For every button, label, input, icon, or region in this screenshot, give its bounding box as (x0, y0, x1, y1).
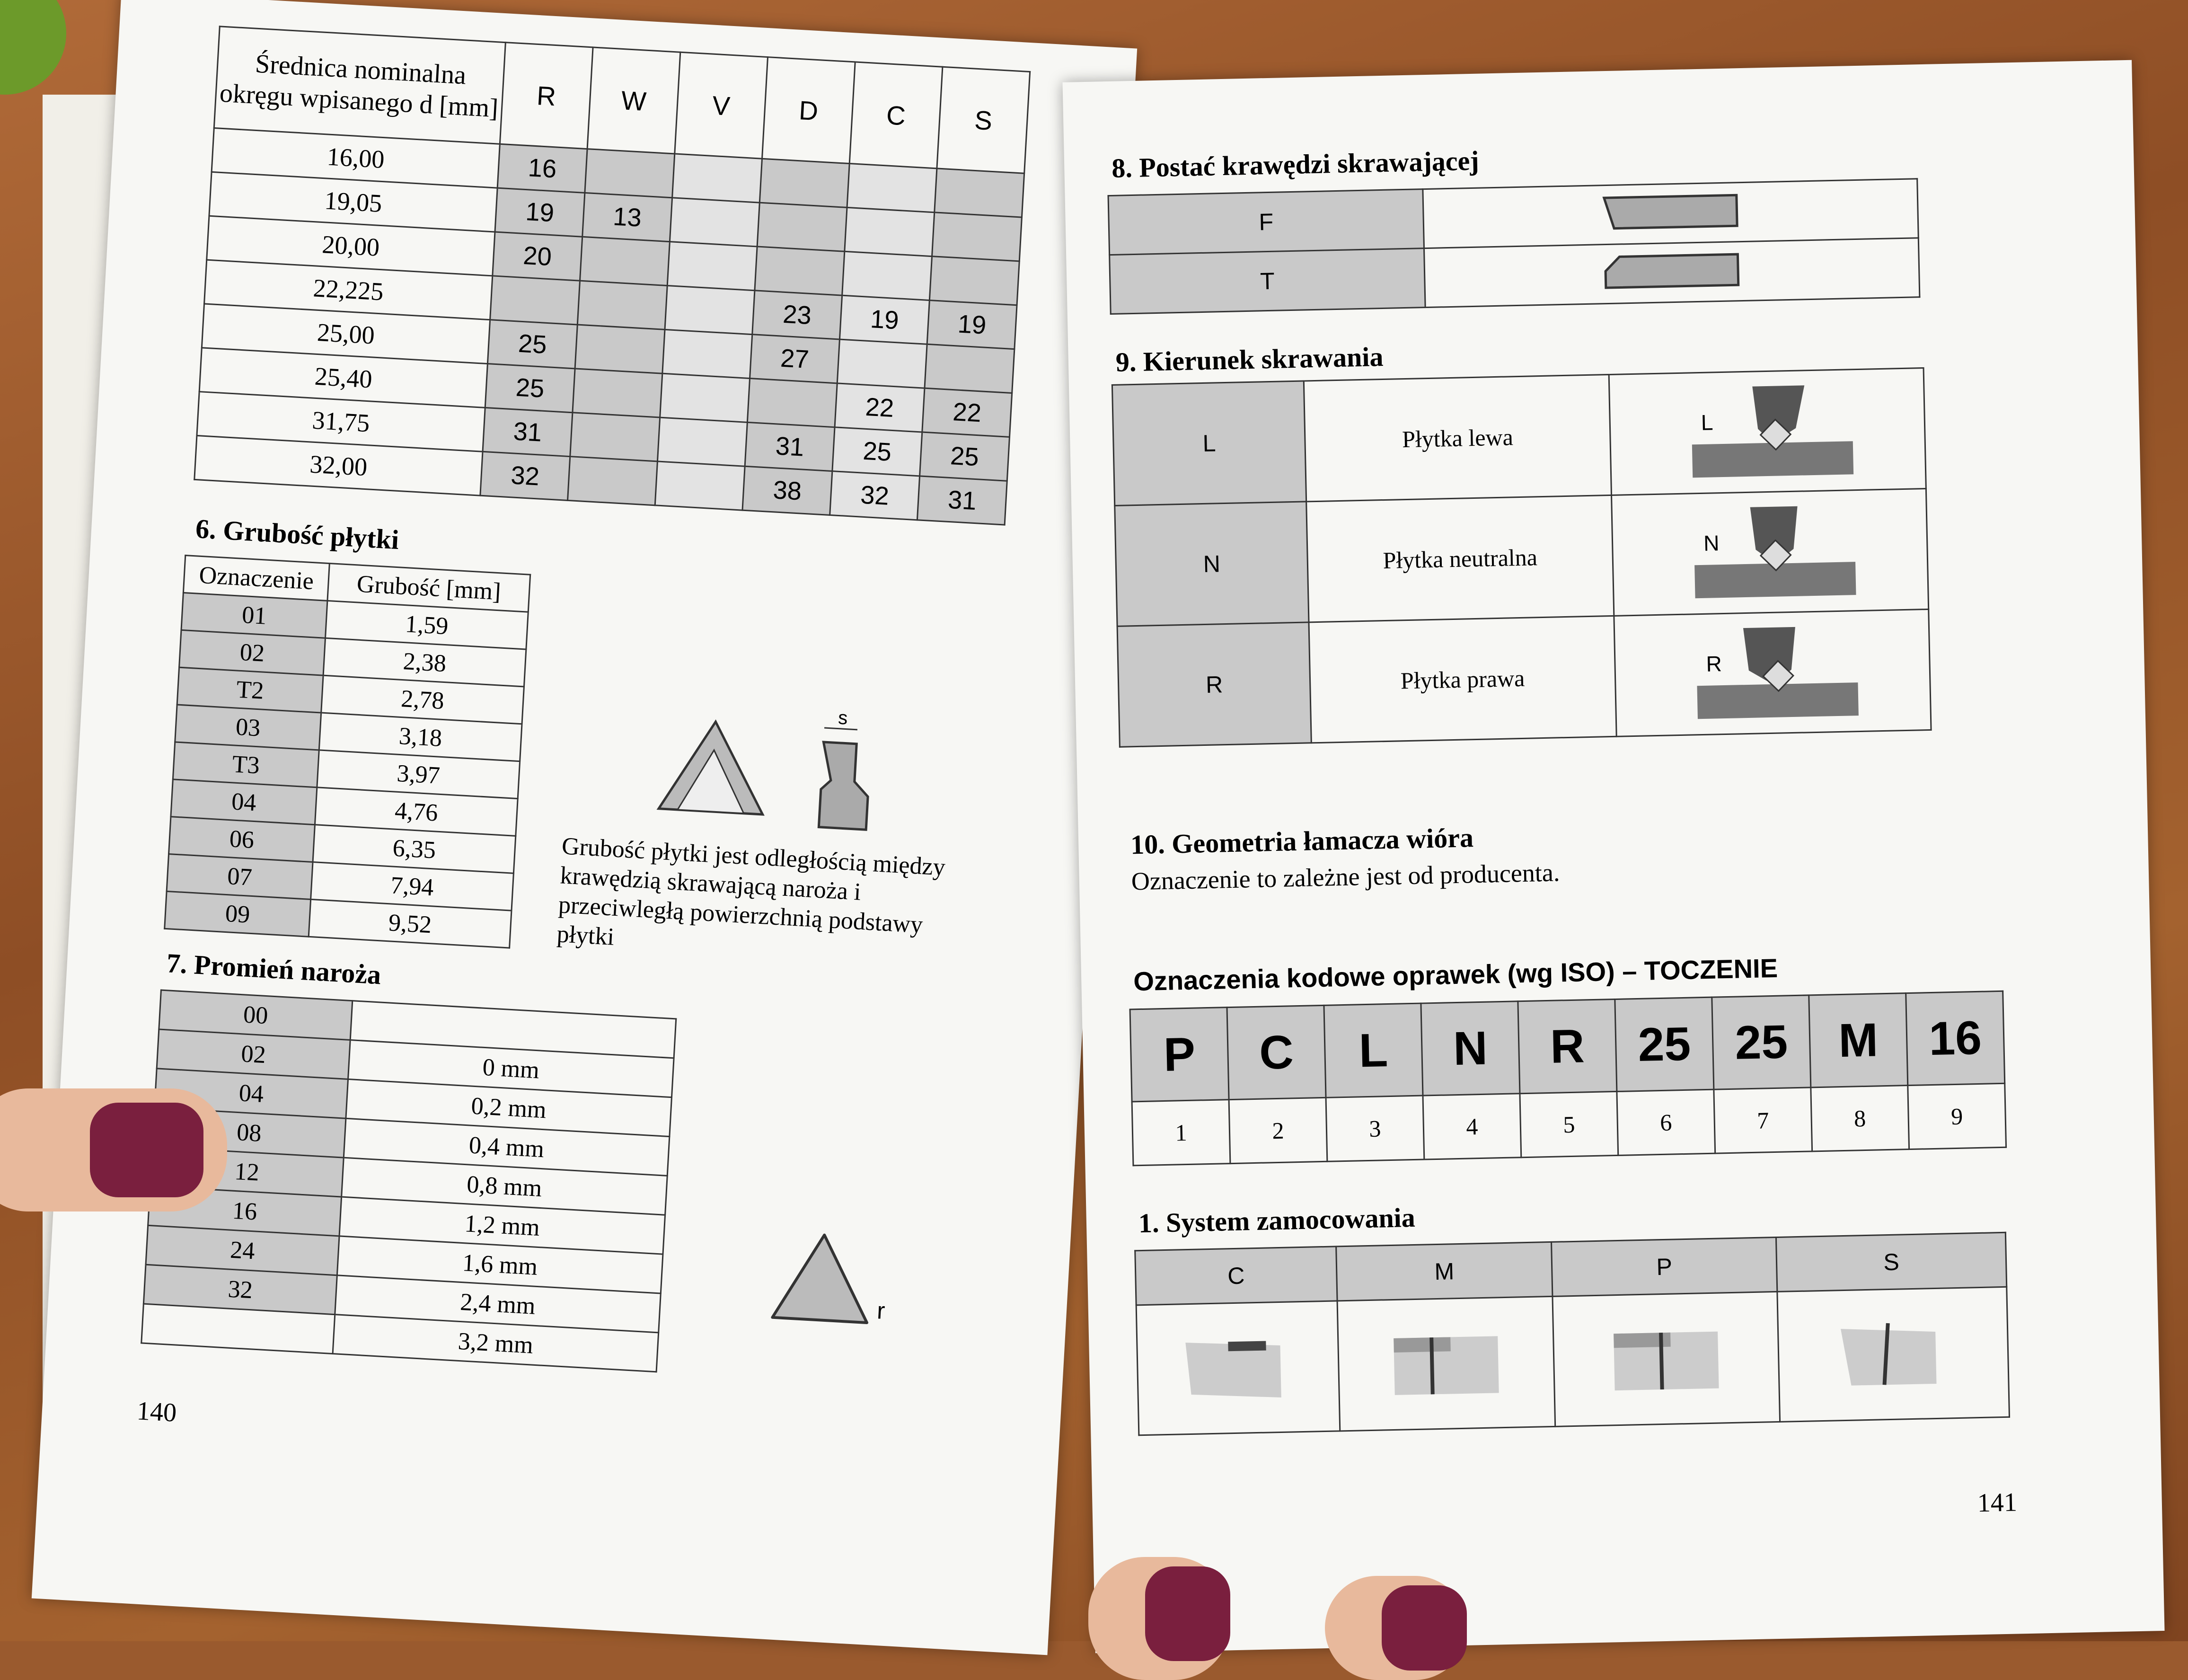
page-number: 141 (1977, 1487, 2018, 1518)
clamp-header: M (1336, 1242, 1553, 1301)
thickness-diagram (643, 675, 917, 851)
section-title-radius: 7. Promień naroża (166, 947, 382, 990)
table-row (1115, 488, 1929, 626)
neutral-insert-figure (1674, 495, 1866, 603)
value-cell: 2,38 (323, 638, 526, 687)
value-cell (935, 168, 1024, 217)
value-cell: 1,6 mm (337, 1236, 663, 1293)
value-cell: 9,52 (309, 899, 512, 948)
value-cell (837, 339, 927, 388)
clamp-header: S (1776, 1232, 2006, 1291)
section-title-iso: Oznaczenia kodowe oprawek (wg ISO) – TOCZENIE (1133, 953, 1778, 997)
code-cell: N (1115, 502, 1309, 626)
clamp-header: P (1552, 1237, 1777, 1296)
diameter-cell: 16,00 (212, 128, 500, 188)
code-cell: 07 (167, 854, 313, 900)
iso-number: 1 (1132, 1100, 1230, 1166)
value-cell (568, 457, 658, 505)
table-row (1117, 609, 1931, 747)
value-cell (847, 164, 937, 212)
value-cell: 25 (485, 364, 575, 413)
code-cell: 01 (181, 592, 327, 638)
direction-table (1112, 367, 1932, 748)
value-cell: 25 (920, 432, 1010, 481)
value-cell (660, 373, 750, 422)
value-cell: 0 mm (348, 1040, 674, 1097)
value-cell: 0,2 mm (346, 1079, 672, 1136)
value-cell (932, 212, 1022, 261)
value-cell: 38 (742, 466, 832, 515)
value-cell: 3,18 (319, 713, 522, 761)
iso-number: 2 (1229, 1097, 1327, 1163)
value-cell: 1,59 (326, 601, 529, 649)
col-header: R (500, 43, 593, 149)
col-header: W (587, 47, 680, 154)
clamp-s-figure (1777, 1287, 2010, 1422)
size-table-header: Średnica nominalna okręgu wpisanego d [mm] (214, 27, 505, 144)
value-cell (925, 344, 1015, 393)
value-cell (845, 207, 935, 256)
value-cell: 25 (487, 320, 577, 369)
value-cell (747, 379, 837, 427)
value-cell: 7,94 (311, 862, 514, 911)
value-cell (573, 369, 662, 417)
value-cell: 19 (927, 300, 1017, 349)
value-cell: 22 (922, 388, 1012, 437)
iso-number: 3 (1326, 1096, 1424, 1161)
value-cell: 2,78 (321, 675, 524, 724)
diameter-cell: 20,00 (207, 216, 495, 276)
value-cell (672, 154, 762, 203)
iso-letter: R (1518, 999, 1617, 1094)
value-cell: 31 (745, 422, 835, 471)
value-cell (929, 256, 1019, 305)
s-label: s (838, 707, 848, 729)
value-cell (570, 413, 660, 461)
value-cell: 19 (839, 295, 929, 344)
value-cell (757, 203, 847, 251)
col-header: V (675, 52, 768, 159)
diameter-cell: 25,40 (199, 348, 487, 408)
code-cell: 09 (165, 891, 311, 937)
value-cell: 13 (582, 193, 672, 241)
code-cell: 02 (157, 1029, 350, 1079)
value-cell (662, 329, 752, 378)
iso-letter: L (1324, 1003, 1423, 1097)
code-cell: L (1112, 381, 1306, 505)
value-cell: 3,2 mm (333, 1315, 659, 1372)
value-cell: 20 (493, 232, 582, 281)
clamping-figure-row (1136, 1287, 2009, 1435)
fingernail (1145, 1566, 1230, 1661)
l-label: L (1701, 410, 1713, 435)
clamp-p-figure (1553, 1291, 1780, 1426)
iso-number: 9 (1908, 1083, 2006, 1149)
code-cell: R (1117, 622, 1311, 747)
value-cell (577, 281, 667, 329)
r-label: r (876, 1297, 886, 1325)
r-label: R (1705, 651, 1722, 676)
value-cell: 2,4 mm (335, 1275, 661, 1333)
figure-cell (1423, 179, 1918, 248)
code-cell: 16 (148, 1186, 342, 1236)
diameter-cell: 25,00 (202, 304, 490, 364)
code-cell: 08 (152, 1108, 346, 1158)
value-cell: 4,76 (315, 787, 518, 836)
code-cell: 06 (169, 817, 315, 862)
code-cell: 12 (150, 1147, 344, 1197)
fingernail (1382, 1585, 1467, 1671)
section-title-thickness: 6. Grubość płytki (194, 513, 400, 556)
clamp-m-figure (1337, 1296, 1555, 1431)
value-cell: 22 (835, 383, 925, 432)
code-cell: 00 (159, 990, 353, 1040)
value-cell (657, 417, 747, 466)
clamp-c-figure (1136, 1301, 1340, 1435)
section-title-clamping: 1. System zamocowania (1138, 1202, 1416, 1239)
right-page (1062, 60, 2164, 1653)
iso-code-table (1129, 990, 2007, 1167)
value-cell: 31 (483, 407, 573, 456)
iso-letters-row (1130, 991, 2005, 1102)
value-cell: 1,2 mm (339, 1197, 665, 1254)
edge-table (1107, 178, 1920, 315)
n-label: N (1703, 531, 1720, 556)
iso-letter: N (1421, 1001, 1520, 1096)
value-cell: 6,35 (313, 825, 516, 874)
radius-table (141, 990, 677, 1373)
code-cell: 02 (179, 630, 326, 675)
iso-letter: C (1227, 1005, 1326, 1099)
insert-size-table (194, 26, 1031, 525)
edge-f-figure (1594, 186, 1747, 236)
thickness-note: Grubość płytki jest odległością między krawędzią skrawającą naroża i przeciwległą powierzchnią podstawy płytki (556, 832, 946, 951)
page-number: 140 (136, 1396, 177, 1428)
value-cell (585, 149, 675, 198)
radius-diagram (757, 1212, 925, 1344)
desc-cell: Płytka prawa (1309, 616, 1616, 743)
value-cell (575, 325, 665, 373)
value-cell: 19 (495, 188, 585, 237)
right-insert-figure (1677, 616, 1869, 724)
value-cell: 27 (750, 335, 840, 383)
iso-number: 6 (1617, 1089, 1715, 1155)
code-cell: 04 (171, 779, 317, 825)
diameter-cell: 31,75 (197, 392, 485, 452)
iso-letter: 25 (1615, 997, 1714, 1091)
value-cell: 32 (480, 451, 570, 500)
iso-letter: M (1809, 993, 1908, 1088)
value-cell: 0,8 mm (342, 1158, 668, 1215)
code-cell: 04 (155, 1069, 348, 1118)
chipbreaker-text: Oznaczenie to zależne jest od producenta. (1131, 858, 1560, 896)
code-cell: T2 (177, 667, 323, 713)
value-cell: 23 (752, 291, 842, 339)
code-cell: F (1108, 189, 1424, 255)
diameter-cell: 19,05 (209, 172, 497, 232)
value-cell: 31 (917, 476, 1007, 525)
thickness-table (164, 555, 531, 949)
table-row (1112, 368, 1926, 506)
section-title-edge: 8. Postać krawędzi skrawającej (1111, 145, 1480, 184)
col-header: S (937, 67, 1030, 173)
col-header-thickness: Grubość [mm] (327, 564, 530, 612)
iso-letter: 16 (1906, 991, 2005, 1085)
value-cell (665, 286, 755, 335)
value-cell (670, 198, 759, 247)
value-cell (490, 276, 580, 325)
code-cell: T (1110, 248, 1425, 314)
code-cell: 03 (175, 705, 321, 750)
left-page (32, 0, 1137, 1655)
col-header: C (849, 62, 943, 168)
desc-cell: Płytka neutralna (1306, 495, 1614, 622)
value-cell: 32 (830, 471, 920, 520)
code-cell: 32 (143, 1264, 337, 1314)
col-header: D (762, 57, 855, 164)
figure-cell (1424, 238, 1919, 308)
fingernail (90, 1103, 203, 1197)
diameter-cell: 22,225 (204, 260, 493, 320)
value-cell (580, 237, 670, 285)
desc-cell: Płytka lewa (1304, 374, 1611, 501)
iso-number: 5 (1520, 1091, 1618, 1157)
figure-cell (1612, 488, 1929, 616)
section-title-direction: 9. Kierunek skrawania (1115, 341, 1384, 378)
figure-cell (1614, 609, 1931, 736)
left-insert-figure (1672, 375, 1863, 483)
iso-number: 8 (1811, 1086, 1909, 1151)
diameter-cell: 32,00 (194, 436, 483, 496)
col-header-code: Oznaczenie (183, 556, 329, 601)
value-cell: 3,97 (317, 750, 520, 799)
value-cell: 0,4 mm (344, 1118, 670, 1176)
iso-letter: 25 (1712, 995, 1811, 1089)
iso-number: 7 (1714, 1088, 1812, 1153)
value-cell (842, 251, 932, 300)
value-cell (755, 247, 845, 295)
value-cell (655, 461, 745, 510)
clamp-header: C (1135, 1247, 1337, 1305)
code-cell: T3 (173, 742, 319, 787)
clamping-table (1134, 1232, 2010, 1436)
edge-t-figure (1596, 245, 1748, 295)
value-cell: 25 (832, 427, 922, 476)
figure-cell (1609, 368, 1926, 495)
value-cell (759, 159, 849, 207)
value-cell: 16 (497, 144, 587, 193)
value-cell (667, 242, 757, 291)
iso-letter: P (1130, 1008, 1229, 1102)
code-cell: 24 (146, 1225, 339, 1275)
section-title-chipbreaker: 10. Geometria łamacza wióra (1130, 822, 1474, 860)
iso-number: 4 (1423, 1094, 1521, 1159)
